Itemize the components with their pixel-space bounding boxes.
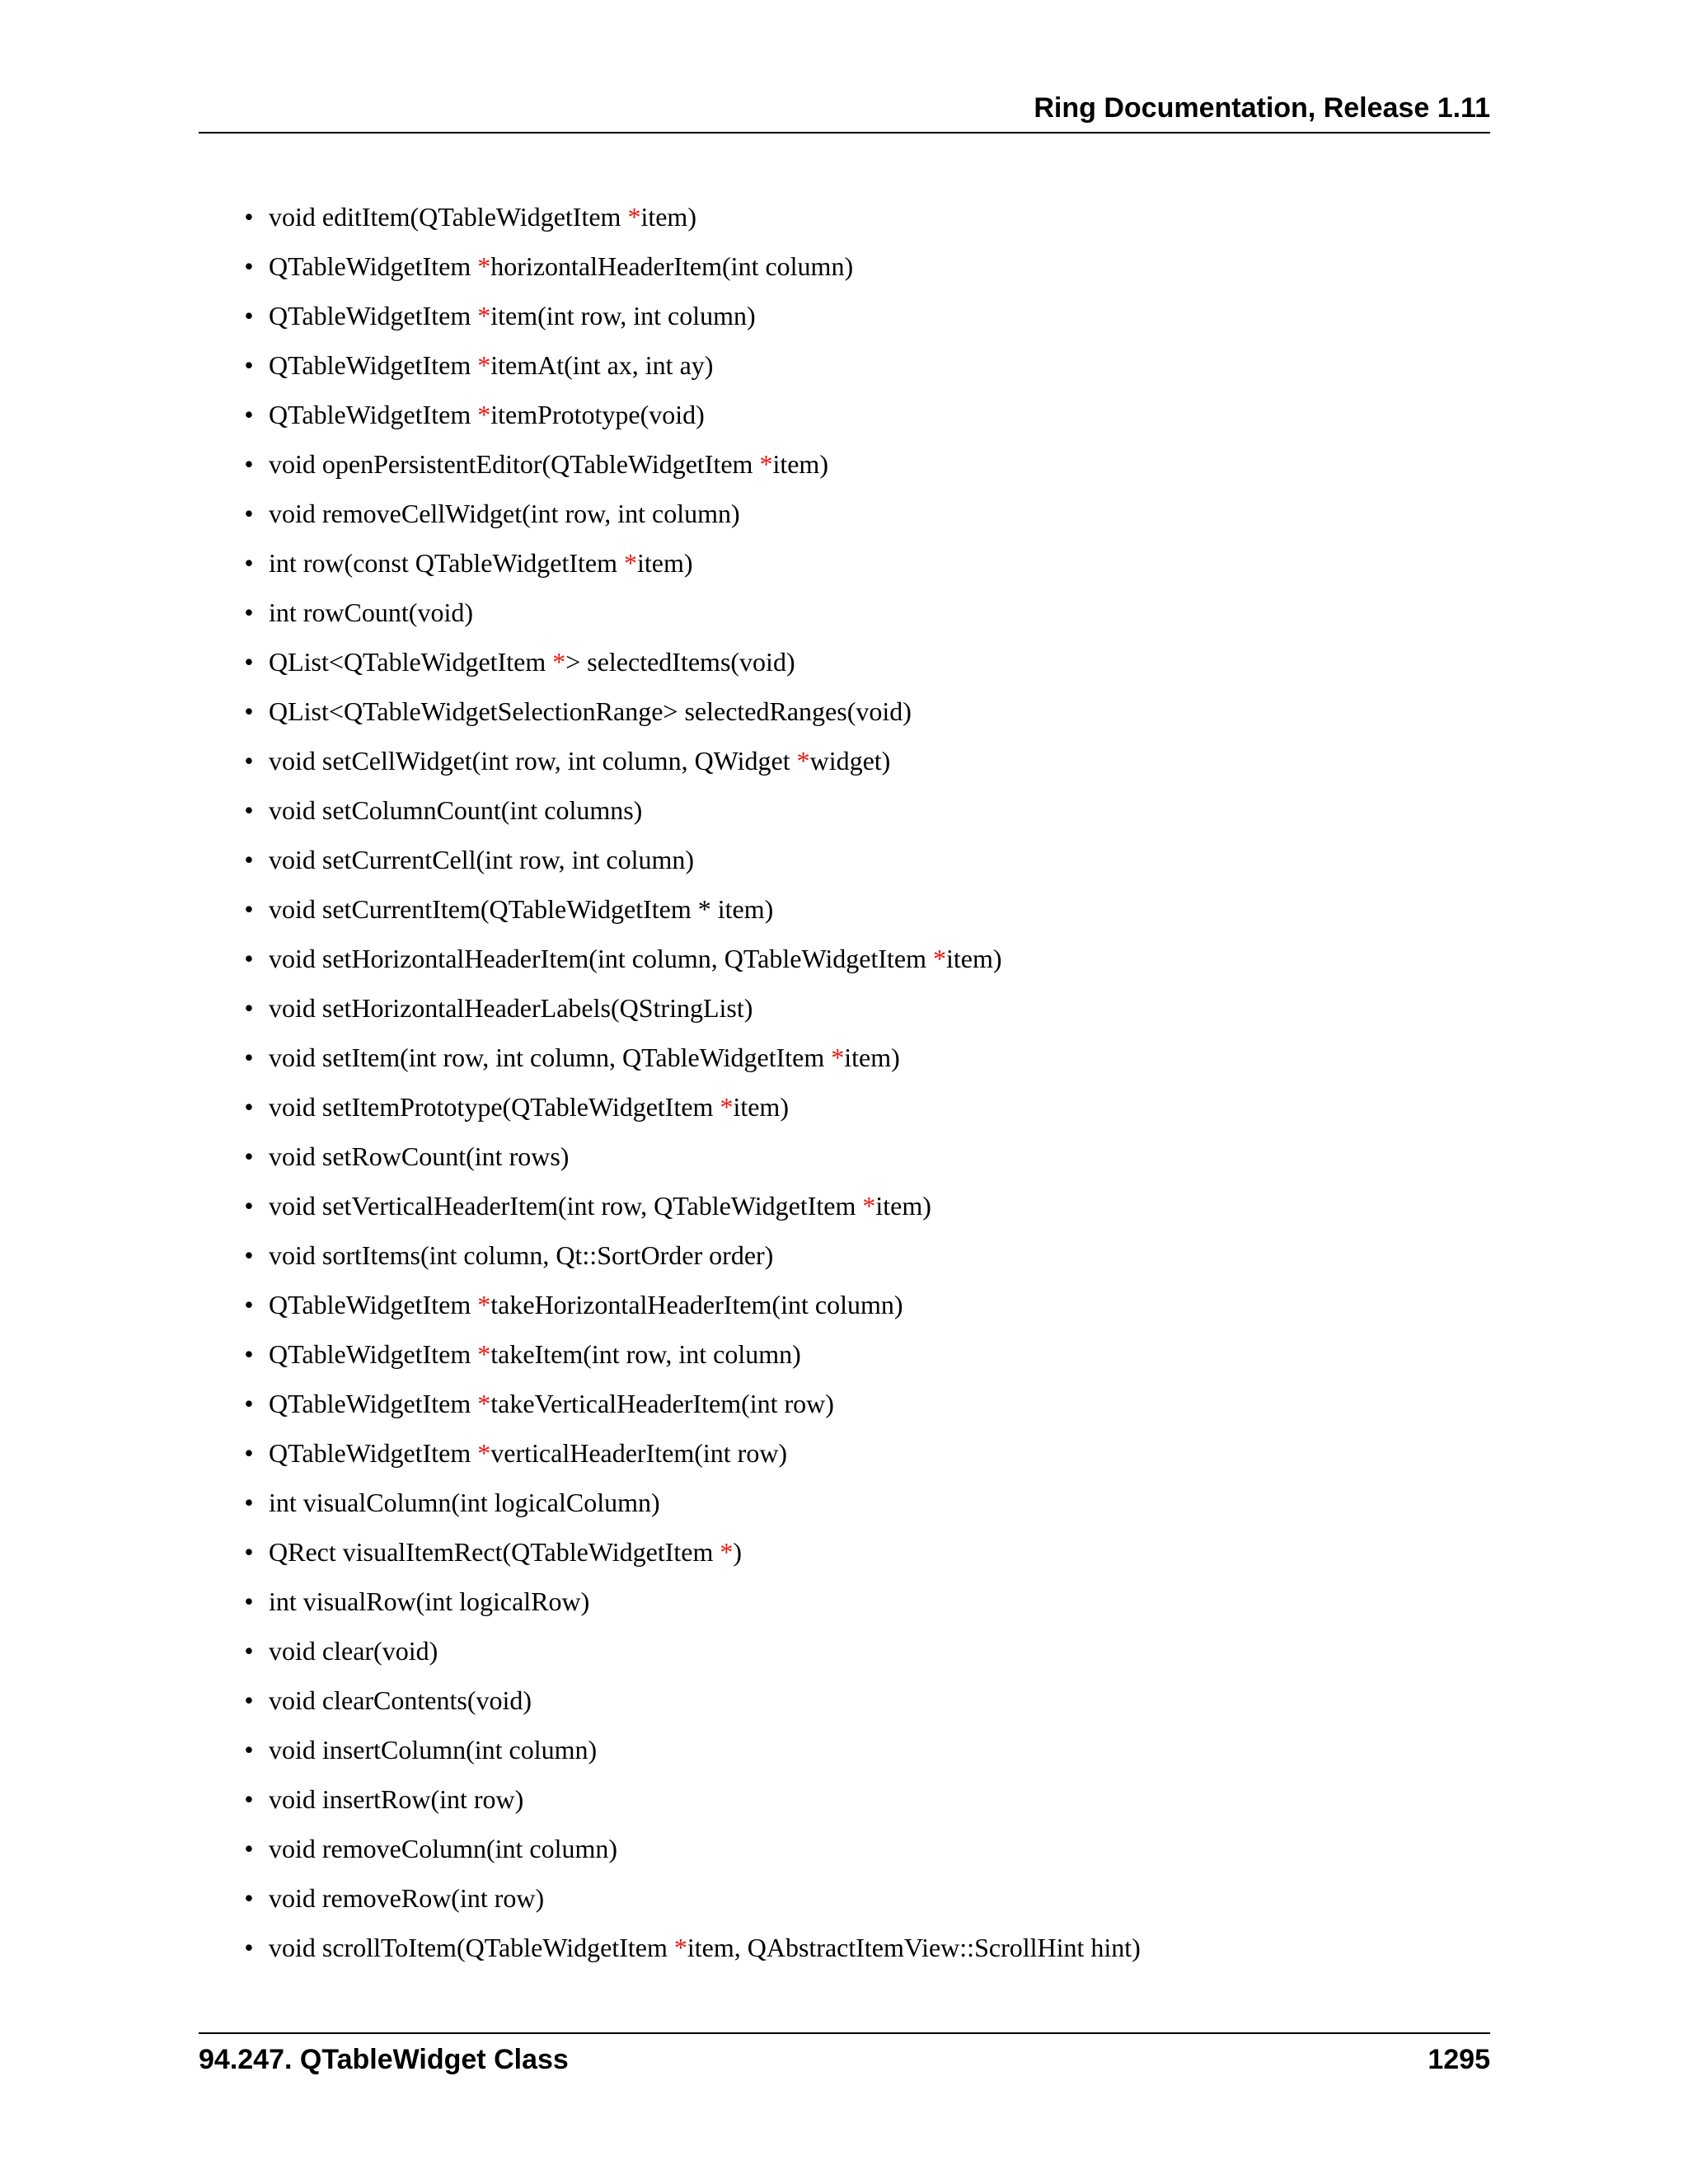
signature-text: QTableWidgetItem xyxy=(269,1389,478,1418)
bullet-icon: • xyxy=(244,1240,254,1270)
bullet-icon: • xyxy=(244,1537,254,1567)
bullet-icon: • xyxy=(244,449,254,479)
method-signature xyxy=(269,1092,789,1122)
method-signature xyxy=(269,1735,597,1765)
pointer-asterisk: * xyxy=(477,301,491,330)
signature-text: item) xyxy=(875,1191,931,1221)
method-item xyxy=(241,940,1477,989)
method-signature xyxy=(269,202,696,232)
method-signature xyxy=(269,894,773,924)
pointer-asterisk: * xyxy=(862,1191,876,1221)
signature-text: itemPrototype(void) xyxy=(490,400,705,429)
pointer-asterisk: * xyxy=(477,1389,491,1418)
bullet-icon: • xyxy=(244,301,254,330)
bullet-icon: • xyxy=(244,1141,254,1171)
bullet-icon: • xyxy=(244,993,254,1023)
method-signature xyxy=(269,1488,660,1517)
method-item xyxy=(241,544,1477,593)
bullet-icon: • xyxy=(244,548,254,578)
method-item xyxy=(241,1137,1477,1187)
signature-text: void removeColumn(int column) xyxy=(269,1834,618,1863)
signature-text: void removeCellWidget(int row, int column) xyxy=(269,499,740,528)
method-signature xyxy=(269,944,1002,973)
bullet-icon: • xyxy=(244,1834,254,1863)
signature-text: void editItem(QTableWidgetItem xyxy=(269,202,628,232)
pointer-asterisk: * xyxy=(477,1339,491,1369)
method-signature xyxy=(269,647,795,677)
signature-text: item) xyxy=(772,449,828,479)
signature-text: QTableWidgetItem xyxy=(269,1438,478,1468)
bullet-icon: • xyxy=(244,1883,254,1913)
method-signature xyxy=(269,1389,834,1418)
method-item xyxy=(241,791,1477,841)
signature-text: item) xyxy=(945,944,1002,973)
page-header xyxy=(199,89,1490,134)
bullet-icon: • xyxy=(244,1043,254,1072)
method-signature xyxy=(269,1191,931,1221)
pointer-asterisk: * xyxy=(759,449,773,479)
bullet-icon: • xyxy=(244,1586,254,1616)
method-signature xyxy=(269,795,642,825)
pointer-asterisk: * xyxy=(627,202,641,232)
signature-text: QList<QTableWidgetItem xyxy=(269,647,553,677)
signature-text: ) xyxy=(733,1537,743,1567)
method-signature xyxy=(269,1685,532,1715)
method-item xyxy=(241,692,1477,742)
signature-text: void setCellWidget(int row, int column, QWidget xyxy=(269,746,797,776)
pointer-asterisk: * xyxy=(720,1092,734,1122)
signature-text: verticalHeaderItem(int row) xyxy=(490,1438,788,1468)
method-signature xyxy=(269,1141,569,1171)
pointer-asterisk: * xyxy=(552,647,566,677)
method-item xyxy=(241,1533,1477,1582)
bullet-icon: • xyxy=(244,1438,254,1468)
method-item xyxy=(241,1929,1477,1978)
signature-text: takeItem(int row, int column) xyxy=(490,1339,801,1369)
signature-text: takeHorizontalHeaderItem(int column) xyxy=(490,1290,903,1319)
bullet-icon: • xyxy=(244,1290,254,1319)
method-item xyxy=(241,1335,1477,1385)
method-item xyxy=(241,396,1477,445)
bullet-icon: • xyxy=(244,1092,254,1122)
method-signature xyxy=(269,1290,903,1319)
signature-text: item(int row, int column) xyxy=(490,301,756,330)
signature-text: int visualColumn(int logicalColumn) xyxy=(269,1488,660,1517)
signature-text: int rowCount(void) xyxy=(269,598,473,627)
document-title: Ring Documentation, Release 1.11 xyxy=(1034,92,1490,124)
pointer-asterisk: * xyxy=(477,1438,491,1468)
section-title: 94.247. QTableWidget Class xyxy=(199,2044,569,2075)
signature-text: void removeRow(int row) xyxy=(269,1883,545,1913)
bullet-icon: • xyxy=(244,1735,254,1765)
method-signature xyxy=(269,696,912,726)
signature-text: void clear(void) xyxy=(269,1636,438,1666)
signature-text: QTableWidgetItem xyxy=(269,1290,478,1319)
method-signature xyxy=(269,1339,801,1369)
pointer-asterisk: * xyxy=(477,350,491,380)
pointer-asterisk: * xyxy=(624,548,638,578)
method-signature xyxy=(269,350,713,380)
method-item xyxy=(241,841,1477,890)
signature-text: horizontalHeaderItem(int column) xyxy=(490,251,854,281)
bullet-icon: • xyxy=(244,944,254,973)
method-item xyxy=(241,445,1477,494)
bullet-icon: • xyxy=(244,1933,254,1962)
page-number: 1295 xyxy=(1428,2044,1490,2075)
bullet-icon: • xyxy=(244,1191,254,1221)
bullet-icon: • xyxy=(244,202,254,232)
signature-text: void setItem(int row, int column, QTableWidgetItem xyxy=(269,1043,832,1072)
signature-text: widget) xyxy=(809,746,891,776)
pointer-asterisk: * xyxy=(831,1043,845,1072)
bullet-icon: • xyxy=(244,1488,254,1517)
signature-text: void setCurrentCell(int row, int column) xyxy=(269,845,695,874)
signature-text: void setColumnCount(int columns) xyxy=(269,795,643,825)
method-item xyxy=(241,890,1477,940)
bullet-icon: • xyxy=(244,499,254,528)
signature-text: item, QAbstractItemView::ScrollHint hint) xyxy=(687,1933,1141,1962)
pointer-asterisk: * xyxy=(720,1537,734,1567)
method-item xyxy=(241,1236,1477,1286)
method-signature xyxy=(269,548,693,578)
method-item xyxy=(241,1434,1477,1483)
bullet-icon: • xyxy=(244,350,254,380)
method-signature xyxy=(269,449,828,479)
method-item xyxy=(241,1088,1477,1137)
signature-text: item) xyxy=(733,1092,789,1122)
method-item xyxy=(241,247,1477,297)
method-signature xyxy=(269,1438,787,1468)
bullet-icon: • xyxy=(244,647,254,677)
method-signature xyxy=(269,993,753,1023)
method-signature xyxy=(269,1933,1141,1962)
signature-text: int visualRow(int logicalRow) xyxy=(269,1586,590,1616)
method-signature xyxy=(269,598,473,627)
method-item xyxy=(241,346,1477,396)
signature-text: void clearContents(void) xyxy=(269,1685,532,1715)
method-item xyxy=(241,1731,1477,1780)
signature-text: void setItemPrototype(QTableWidgetItem xyxy=(269,1092,720,1122)
method-item xyxy=(241,1038,1477,1088)
signature-text: int row(const QTableWidgetItem xyxy=(269,548,625,578)
signature-text: QList<QTableWidgetSelectionRange> selectedRanges(void) xyxy=(269,696,912,726)
method-signature xyxy=(269,1240,773,1270)
signature-text: item) xyxy=(637,548,693,578)
signature-text: void openPersistentEditor(QTableWidgetItem xyxy=(269,449,760,479)
signature-text: itemAt(int ax, int ay) xyxy=(490,350,714,380)
signature-text: void insertColumn(int column) xyxy=(269,1735,598,1765)
pointer-asterisk: * xyxy=(796,746,810,776)
signature-text: QTableWidgetItem xyxy=(269,301,478,330)
method-signature xyxy=(269,1834,617,1863)
method-item xyxy=(241,198,1477,247)
method-item xyxy=(241,1780,1477,1830)
bullet-icon: • xyxy=(244,1339,254,1369)
signature-text: void scrollToItem(QTableWidgetItem xyxy=(269,1933,674,1962)
method-list xyxy=(241,198,1477,1978)
signature-text: void setCurrentItem(QTableWidgetItem * item) xyxy=(269,894,774,924)
signature-text: item) xyxy=(844,1043,900,1072)
signature-text: QTableWidgetItem xyxy=(269,251,478,281)
method-signature xyxy=(269,1586,589,1616)
bullet-icon: • xyxy=(244,1784,254,1814)
method-signature xyxy=(269,1784,523,1814)
method-item xyxy=(241,297,1477,346)
method-item xyxy=(241,494,1477,544)
signature-text: item) xyxy=(640,202,696,232)
method-item xyxy=(241,989,1477,1038)
signature-text: > selectedItems(void) xyxy=(565,647,795,677)
signature-text: void setRowCount(int rows) xyxy=(269,1141,570,1171)
method-item xyxy=(241,1385,1477,1434)
pointer-asterisk: * xyxy=(477,251,491,281)
signature-text: void setHorizontalHeaderLabels(QStringList) xyxy=(269,993,753,1023)
signature-text: void insertRow(int row) xyxy=(269,1784,524,1814)
method-item xyxy=(241,1286,1477,1335)
method-item xyxy=(241,1483,1477,1533)
method-item xyxy=(241,593,1477,643)
signature-text: QTableWidgetItem xyxy=(269,350,478,380)
method-item xyxy=(241,1187,1477,1236)
method-signature xyxy=(269,746,890,776)
method-signature xyxy=(269,1636,438,1666)
pointer-asterisk: * xyxy=(932,944,946,973)
method-item xyxy=(241,1632,1477,1681)
signature-text: takeVerticalHeaderItem(int row) xyxy=(490,1389,834,1418)
method-signature xyxy=(269,251,853,281)
pointer-asterisk: * xyxy=(673,1933,687,1962)
method-signature xyxy=(269,1043,900,1072)
signature-text: void setHorizontalHeaderItem(int column, QTableWidgetItem xyxy=(269,944,933,973)
bullet-icon: • xyxy=(244,795,254,825)
signature-text: QTableWidgetItem xyxy=(269,1339,478,1369)
page-footer xyxy=(199,2032,1490,2083)
bullet-icon: • xyxy=(244,1636,254,1666)
pointer-asterisk: * xyxy=(477,1290,491,1319)
bullet-icon: • xyxy=(244,1685,254,1715)
bullet-icon: • xyxy=(244,598,254,627)
method-item xyxy=(241,742,1477,791)
signature-text: void sortItems(int column, Qt::SortOrder order) xyxy=(269,1240,774,1270)
method-signature xyxy=(269,400,705,429)
bullet-icon: • xyxy=(244,845,254,874)
method-item xyxy=(241,1681,1477,1731)
method-signature xyxy=(269,301,756,330)
bullet-icon: • xyxy=(244,1389,254,1418)
method-item xyxy=(241,1879,1477,1929)
method-signature xyxy=(269,499,740,528)
method-signature xyxy=(269,845,694,874)
bullet-icon: • xyxy=(244,400,254,429)
signature-text: void setVerticalHeaderItem(int row, QTableWidgetItem xyxy=(269,1191,863,1221)
method-signature xyxy=(269,1883,544,1913)
bullet-icon: • xyxy=(244,251,254,281)
signature-text: QTableWidgetItem xyxy=(269,400,478,429)
method-item xyxy=(241,1582,1477,1632)
bullet-icon: • xyxy=(244,746,254,776)
pointer-asterisk: * xyxy=(477,400,491,429)
bullet-icon: • xyxy=(244,696,254,726)
signature-text: QRect visualItemRect(QTableWidgetItem xyxy=(269,1537,720,1567)
bullet-icon: • xyxy=(244,894,254,924)
method-signature xyxy=(269,1537,742,1567)
method-item xyxy=(241,643,1477,692)
method-item xyxy=(241,1830,1477,1879)
